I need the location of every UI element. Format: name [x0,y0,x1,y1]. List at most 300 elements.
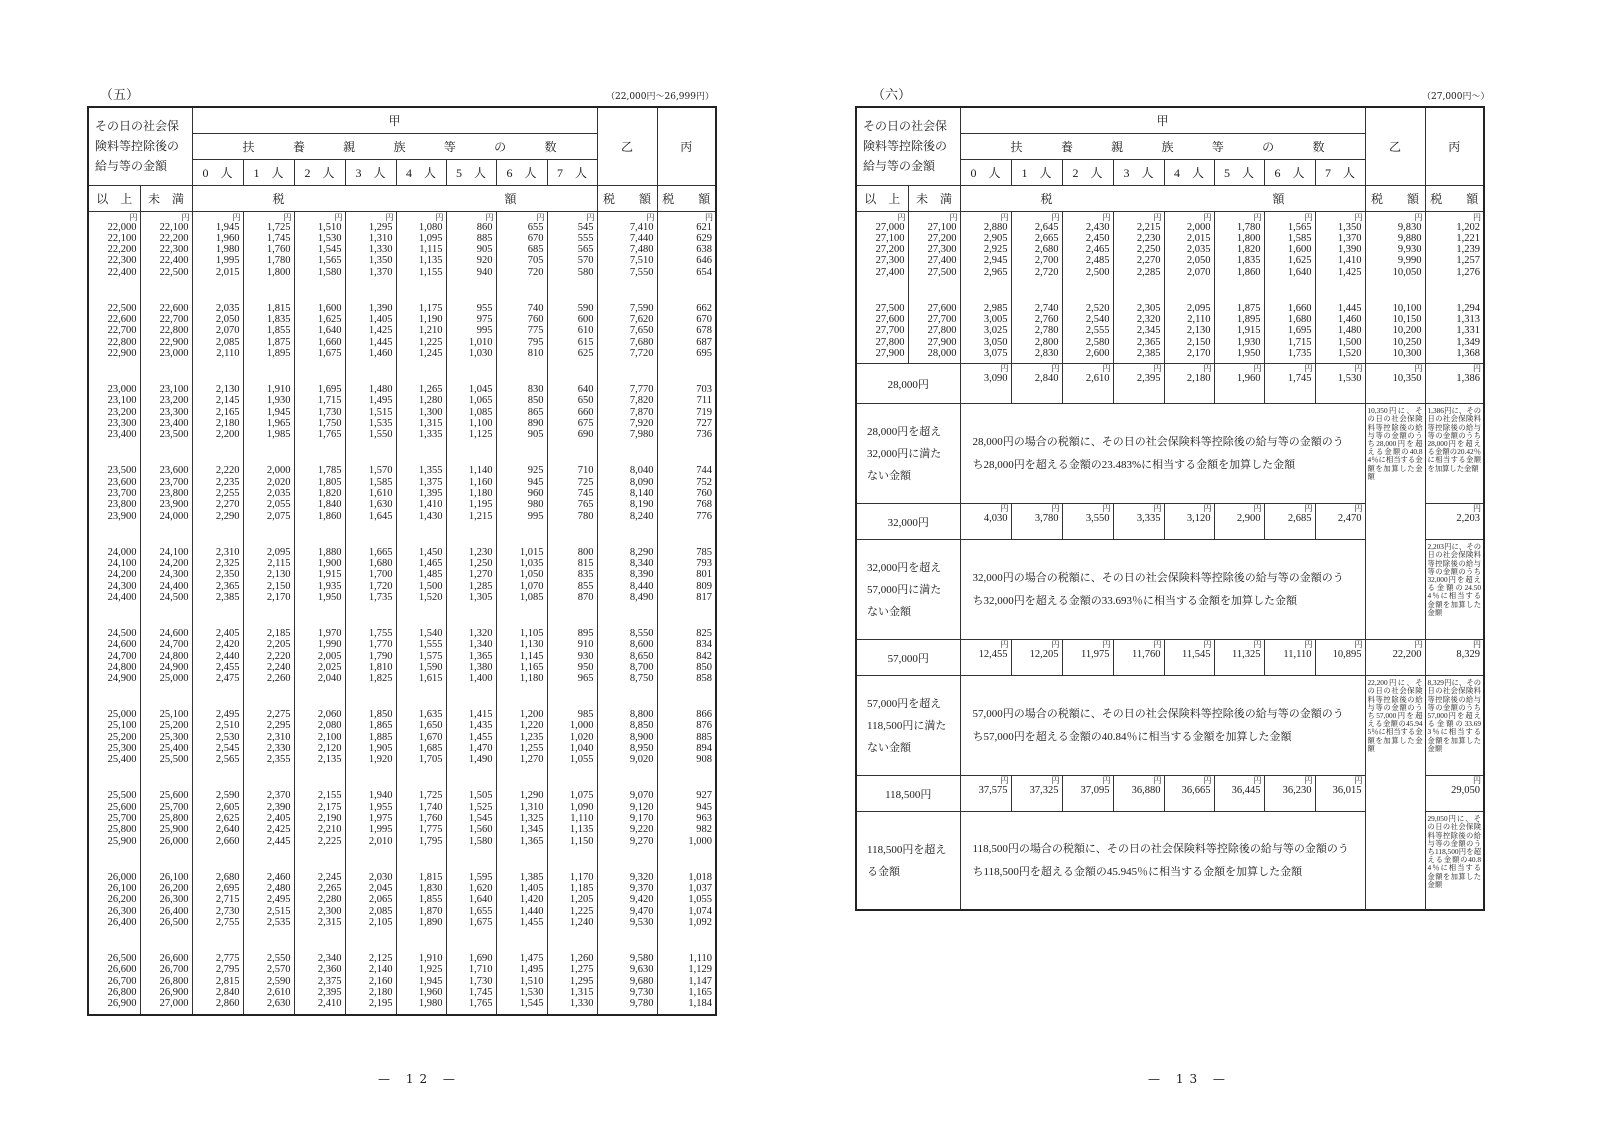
table-cell: 1,395 [418,487,443,499]
dependents-char: の [1262,139,1275,154]
table-cell: 1,630 [368,499,393,511]
table-cell: 1,290 [519,790,544,802]
boundary-value: 3,090 [983,373,1008,385]
table-cell: 1,890 [418,916,443,928]
table-cell: 1,110 [688,953,713,965]
boundary-value: 1,960 [1236,373,1261,385]
yen-unit: 円 [1414,212,1423,222]
row-group [548,547,597,603]
table-cell: 2,600 [1085,347,1110,359]
table-cell: 24,900 [107,673,137,685]
table-cell: 817 [696,591,713,603]
table-cell: 2,475 [215,673,240,685]
yen-unit: 円 [1051,640,1060,650]
boundary-value: 11,110 [1283,649,1312,661]
table-cell: 1,715 [317,395,342,407]
row-group [397,628,446,684]
table-cell: 2,340 [317,953,342,965]
row-group [598,628,657,684]
row-group [658,953,716,1009]
row-group [658,222,716,278]
table-cell: 1,200 [519,709,544,721]
yen-unit: 円 [1051,504,1060,514]
table-cell: 8,750 [629,673,654,685]
table-cell: 1,830 [418,883,443,895]
table-cell: 8,390 [629,569,654,581]
table-cell: 2,295 [266,720,291,732]
table-cell: 2,280 [317,894,342,906]
table-cell: 1,184 [688,998,713,1010]
table-cell: 905 [527,429,544,441]
col-p4 [396,211,446,1015]
table-cell: 1,460 [368,347,393,359]
col-from [856,211,908,364]
table-cell: 650 [577,395,594,407]
persons-6-header: 6 人 [496,159,547,185]
row-group [141,628,192,684]
yen-unit: 円 [1354,640,1363,650]
table-cell: 2,645 [1034,221,1059,233]
yen-unit: 円 [1000,776,1009,786]
table-cell: 22,000 [107,221,137,233]
table-cell: 2,230 [1136,232,1161,244]
table-cell: 1,960 [418,986,443,998]
table-cell: 740 [527,302,544,314]
table-cell: 1,990 [317,639,342,651]
table-cell: 10,150 [1392,314,1422,326]
table-cell: 2,370 [266,790,291,802]
table-cell: 678 [696,325,713,337]
table-cell: 1,505 [468,790,493,802]
yen-unit: 円 [1000,212,1009,222]
table-cell: 2,220 [266,650,291,662]
boundary-label: 28,000円 [856,364,960,404]
table-cell: 27,700 [927,314,957,326]
table-cell: 7,680 [629,336,654,348]
table-cell: 646 [696,255,713,267]
table-cell: 2,020 [266,476,291,488]
table-cell: 1,225 [569,905,594,917]
yen-unit: 円 [1253,212,1262,222]
table-cell: 565 [577,244,594,256]
otsu-header: 乙 [597,107,657,185]
table-cell: 10,200 [1392,325,1422,337]
boundary-value: 2,900 [1236,513,1261,525]
yen-unit: 円 [1473,640,1482,650]
table-cell: 1,180 [519,673,544,685]
table-cell: 1,740 [418,801,443,813]
table-cell: 1,585 [1287,232,1312,244]
row-group [244,953,294,1009]
row-group [447,872,496,928]
row-group [244,384,294,440]
table-cell: 985 [577,709,594,721]
table-cell: 1,221 [1456,232,1481,244]
yen-unit: 円 [1051,212,1060,222]
table-cell: 1,745 [266,232,291,244]
row-group [447,709,496,765]
table-cell: 1,410 [418,499,443,511]
table-cell: 2,330 [266,743,291,755]
table-cell: 1,600 [1287,244,1312,256]
table-cell: 2,015 [215,266,240,278]
table-cell: 2,050 [215,314,240,326]
yen-unit: 円 [949,212,958,222]
table-cell: 1,355 [418,465,443,477]
table-cell: 1,475 [519,953,544,965]
boundary-cell [1164,640,1214,676]
table-cell: 1,405 [368,314,393,326]
table-cell: 2,125 [368,953,393,965]
table-cell: 2,780 [1034,325,1059,337]
table-cell: 7,870 [629,406,654,418]
table-cell: 9,370 [629,883,654,895]
row-group [1265,222,1315,278]
table-cell: 23,300 [159,406,189,418]
table-cell: 660 [577,406,594,418]
hei-cell [1425,504,1484,540]
boundary-cell [1113,640,1164,676]
table-cell: 625 [577,347,594,359]
table-cell: 23,200 [159,395,189,407]
table-cell: 24,100 [159,546,189,558]
row-group [1426,303,1484,359]
table-cell: 2,150 [1186,336,1211,348]
table-cell: 960 [527,487,544,499]
boundary-value: 3,780 [1034,513,1059,525]
table-cell: 1,780 [266,255,291,267]
yen-unit: 円 [1253,776,1262,786]
col-p2 [294,211,345,1015]
table-cell: 776 [696,510,713,522]
row-group [295,953,345,1009]
row-group [497,384,547,440]
table-cell: 963 [696,813,713,825]
table-cell: 25,300 [107,743,137,755]
table-cell: 8,140 [629,487,654,499]
table-cell: 2,625 [215,813,240,825]
row-group [548,465,597,521]
table-cell: 1,435 [468,720,493,732]
table-cell: 1,239 [1456,244,1481,256]
table-cell: 1,365 [519,835,544,847]
table-cell: 24,200 [107,569,137,581]
table-cell: 2,815 [215,975,240,987]
row-group [961,303,1011,359]
dependents-char: 養 [1060,139,1073,154]
boundary-value: 1,745 [1287,373,1312,385]
table-cell: 2,165 [215,406,240,418]
table-cell: 920 [476,255,493,267]
row-group [598,953,657,1009]
table-cell: 555 [577,232,594,244]
table-cell: 2,130 [266,569,291,581]
page-number: — 13 — [1148,1072,1231,1086]
table-cell: 580 [577,266,594,278]
row-group [141,709,192,765]
table-cell: 22,700 [159,314,189,326]
boundary-value: 36,445 [1231,785,1261,797]
col-p6 [496,211,547,1015]
table-cell: 638 [696,244,713,256]
table-cell: 27,100 [927,221,957,233]
table-cell: 1,090 [569,801,594,813]
row-group [141,790,192,846]
row-group [141,465,192,521]
row-group [193,222,243,278]
table-cell: 2,045 [368,883,393,895]
table-cell: 1,950 [317,591,342,603]
table-cell: 25,400 [107,754,137,766]
row-group [548,303,597,359]
table-cell: 2,395 [317,986,342,998]
table-cell: 26,900 [159,986,189,998]
table-cell: 22,400 [107,266,137,278]
table-cell: 2,550 [266,953,291,965]
boundary-value: 3,550 [1085,513,1110,525]
table-cell: 1,257 [1456,255,1481,267]
persons-0-header: 0 人 [192,159,243,185]
otsu-header: 乙 [1365,107,1425,185]
table-cell: 1,590 [418,661,443,673]
yen-unit: 円 [1203,504,1212,514]
row-group [447,384,496,440]
table-cell: 1,745 [468,986,493,998]
yen-unit: 円 [1203,640,1212,650]
table-cell: 703 [696,384,713,396]
table-cell: 2,200 [215,429,240,441]
dependents-char: 養 [292,139,305,154]
table-cell: 8,950 [629,743,654,755]
table-cell: 760 [527,314,544,326]
yen-unit: 円 [1102,212,1111,222]
table-cell: 895 [577,627,594,639]
table-cell: 7,980 [629,429,654,441]
table-cell: 22,900 [159,336,189,348]
boundary-value: 2,395 [1136,373,1161,385]
table-cell: 24,400 [159,580,189,592]
row-group [244,709,294,765]
table-cell: 23,900 [107,510,137,522]
table-cell: 2,925 [983,244,1008,256]
table-cell: 7,920 [629,417,654,429]
table-cell: 8,600 [629,639,654,651]
yen-unit: 円 [1000,504,1009,514]
yen-unit: 円 [181,212,190,222]
table-cell: 1,430 [418,510,443,522]
table-cell: 695 [696,347,713,359]
table-cell: 22,900 [107,347,137,359]
table-cell: 1,410 [1337,255,1362,267]
table-cell: 842 [696,650,713,662]
table-cell: 1,835 [1236,255,1261,267]
zei-label: 税 [1040,191,1053,206]
row-group [1426,222,1484,278]
col-p3 [345,211,396,1015]
table-cell: 9,420 [629,894,654,906]
table-cell: 855 [577,580,594,592]
gaku-label: 額 [504,191,517,206]
table-cell: 890 [527,417,544,429]
table-cell: 2,640 [215,824,240,836]
col-p0 [960,211,1011,364]
table-cell: 2,010 [368,835,393,847]
table-cell: 2,515 [266,905,291,917]
yen-unit: 円 [1000,640,1009,650]
row-group [89,465,140,521]
table-cell: 2,030 [368,871,393,883]
boundary-value: 1,530 [1337,373,1362,385]
table-cell: 23,900 [159,499,189,511]
table-cell: 27,100 [875,232,905,244]
table-cell: 1,030 [468,347,493,359]
table-cell: 27,800 [927,325,957,337]
table-cell: 9,830 [1397,221,1422,233]
table-cell: 26,000 [159,835,189,847]
boundary-cell [960,364,1011,404]
yen-unit: 円 [1153,364,1162,374]
row-group [1316,303,1365,359]
table-cell: 940 [476,266,493,278]
table-cell: 1,210 [418,325,443,337]
row-group [193,790,243,846]
table-cell: 2,325 [215,557,240,569]
row-group [141,222,192,278]
table-cell: 8,490 [629,591,654,603]
row-group [89,709,140,765]
row-group [1165,222,1214,278]
table-cell: 1,625 [1287,255,1312,267]
table-cell: 27,000 [159,998,189,1010]
table-cell: 27,200 [927,232,957,244]
yen-unit: 円 [435,212,444,222]
table-cell: 2,080 [317,720,342,732]
persons-4-header: 4 人 [1164,159,1214,185]
table-cell: 2,015 [1186,232,1211,244]
table-cell: 1,315 [418,417,443,429]
row-group [89,222,140,278]
row-group [497,709,547,765]
table-cell: 24,200 [159,557,189,569]
table-cell: 7,440 [629,232,654,244]
row-group [1012,303,1062,359]
yen-unit: 円 [536,212,545,222]
table-cell: 945 [696,801,713,813]
dependents-header [192,133,597,159]
table-cell: 2,215 [1136,221,1161,233]
row-group [598,384,657,440]
table-cell: 1,245 [418,347,443,359]
table-cell: 2,075 [266,510,291,522]
table-cell: 24,000 [107,546,137,558]
table-cell: 1,985 [266,429,291,441]
table-cell: 2,365 [215,580,240,592]
table-cell: 1,055 [688,894,713,906]
table-cell: 711 [696,395,713,407]
table-cell: 570 [577,255,594,267]
table-cell: 1,640 [1287,266,1312,278]
row-group [141,547,192,603]
table-cell: 27,700 [875,325,905,337]
section-label: （六） [872,88,912,103]
table-cell: 1,895 [266,347,291,359]
row-group [141,953,192,1009]
table-cell: 800 [577,546,594,558]
table-cell: 1,195 [468,499,493,511]
persons-0-header: 0 人 [960,159,1011,185]
table-cell: 7,410 [629,221,654,233]
boundary-value: 10,895 [1332,649,1362,661]
table-cell: 23,700 [107,487,137,499]
table-cell: 1,085 [519,591,544,603]
row-group [658,384,716,440]
table-cell: 1,070 [519,580,544,592]
row-group [295,547,345,603]
otsu-value: 22,200 [1392,649,1422,661]
row-group [397,222,446,278]
table-cell: 22,200 [159,232,189,244]
row-label-header: その日の社会保険料等控除後の給与等の金額 [856,107,960,185]
row-group [193,384,243,440]
table-cell: 26,400 [107,916,137,928]
table-cell: 995 [527,510,544,522]
table-cell: 1,175 [418,302,443,314]
table-cell: 885 [476,232,493,244]
table-cell: 1,445 [1337,302,1362,314]
row-group [346,709,396,765]
table-cell: 26,400 [159,905,189,917]
table-cell: 1,445 [368,336,393,348]
persons-7-header: 7 人 [1315,159,1365,185]
table-cell: 22,100 [107,232,137,244]
table-cell: 7,770 [629,384,654,396]
table-cell: 1,840 [317,499,342,511]
table-cell: 2,730 [215,905,240,917]
table-cell: 2,155 [317,790,342,802]
table-cell: 1,450 [418,546,443,558]
hei-value: 8,329 [1456,649,1481,661]
table-cell: 2,610 [266,986,291,998]
row-group [598,303,657,359]
table-cell: 685 [527,244,544,256]
table-cell: 765 [577,499,594,511]
persons-7-header: 7 人 [547,159,597,185]
table-cell: 23,700 [159,476,189,488]
table-cell: 1,530 [317,232,342,244]
table-cell: 1,820 [1236,244,1261,256]
table-cell: 2,000 [1186,221,1211,233]
row-group [961,222,1011,278]
hei-cell [1425,640,1484,676]
table-cell: 2,345 [1136,325,1161,337]
col-p5 [1214,211,1264,364]
table-cell: 1,230 [468,546,493,558]
table-cell: 690 [577,429,594,441]
table-cell: 1,610 [368,487,393,499]
table-cell: 1,965 [266,417,291,429]
table-cell: 1,920 [368,754,393,766]
table-cell: 2,180 [215,417,240,429]
table-cell: 1,885 [368,731,393,743]
table-cell: 1,105 [519,627,544,639]
row-group [295,628,345,684]
row-group [1012,222,1062,278]
table-cell: 1,280 [418,395,443,407]
table-cell: 8,340 [629,557,654,569]
persons-5-header: 5 人 [446,159,496,185]
boundary-value: 36,230 [1282,785,1312,797]
table-cell: 1,140 [468,465,493,477]
